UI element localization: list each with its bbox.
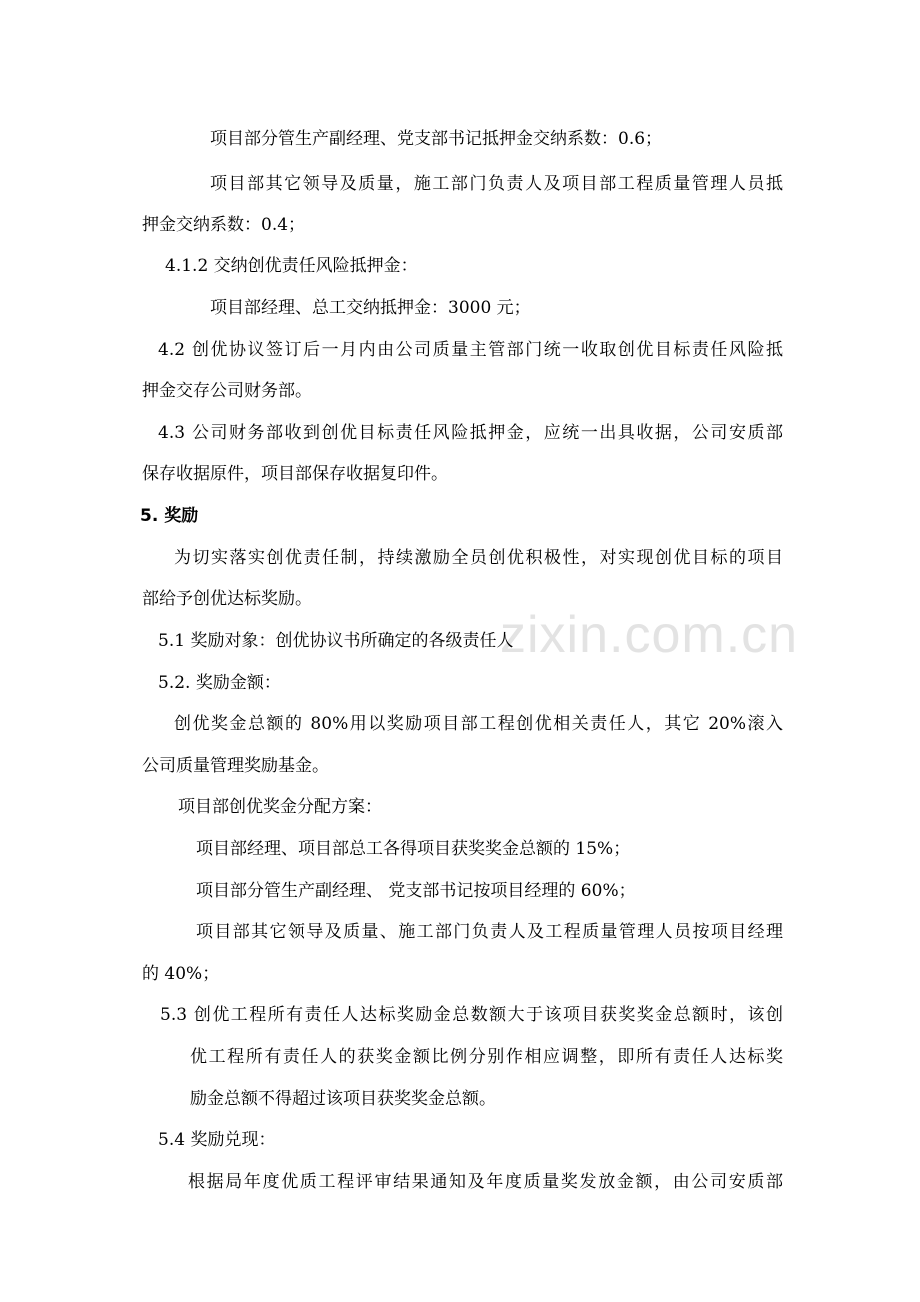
section-heading: 5.2. 奖励金额： <box>158 673 281 693</box>
section-heading: 5. 奖励 <box>140 506 199 526</box>
text-line: 根据局年度优质工程评审结果通知及年度质量奖发放金额，由公司安质部 <box>188 1172 783 1192</box>
text-line: 5.1 奖励对象：创优协议书所确定的各级责任人 <box>158 631 514 651</box>
text-line: 项目部创优奖金分配方案： <box>178 797 382 817</box>
text-line: 的 40%； <box>142 964 220 984</box>
text-line: 4.3 公司财务部收到创优目标责任风险抵押金，应统一出具收据，公司安质部 <box>158 423 783 443</box>
text-line: 创优奖金总额的 80%用以奖励项目部工程创优相关责任人，其它 20%滚入 <box>174 714 783 734</box>
text-line: 为切实落实创优责任制，持续激励全员创优积极性，对实现创优目标的项目 <box>174 548 783 568</box>
watermark-text: zixin.com.cn <box>500 606 799 664</box>
text-line: 项目部经理、总工交纳抵押金：3000 元； <box>210 298 531 318</box>
text-line: 4.2 创优协议签订后一月内由公司质量主管部门统一收取创优目标责任风险抵 <box>158 340 783 360</box>
text-line: 励金总额不得超过该项目获奖奖金总额。 <box>190 1089 496 1109</box>
text-line: 项目部其它领导及质量，施工部门负责人及项目部工程质量管理人员抵 <box>210 174 783 194</box>
text-line: 押金交纳系数：0.4； <box>142 215 306 235</box>
section-heading: 4.1.2 交纳创优责任风险抵押金： <box>165 256 418 276</box>
text-line: 项目部分管生产副经理、党支部书记抵押金交纳系数：0.6； <box>210 129 663 149</box>
text-line: 押金交存公司财务部。 <box>142 381 312 401</box>
text-line: 部给予创优达标奖励。 <box>142 589 312 609</box>
text-line: 项目部经理、项目部总工各得项目获奖奖金总额的 15%； <box>196 839 631 859</box>
text-line: 项目部其它领导及质量、施工部门负责人及工程质量管理人员按项目经理 <box>196 922 783 942</box>
text-line: 项目部分管生产副经理、 党支部书记按项目经理的 60%； <box>196 881 636 901</box>
text-line: 优工程所有责任人的获奖金额比例分别作相应调整，即所有责任人达标奖 <box>190 1047 783 1067</box>
text-line: 5.3 创优工程所有责任人达标奖励金总数额大于该项目获奖奖金总额时，该创 <box>160 1005 783 1025</box>
section-heading: 5.4 奖励兑现： <box>158 1130 276 1150</box>
text-line: 保存收据原件，项目部保存收据复印件。 <box>142 464 448 484</box>
text-line: 公司质量管理奖励基金。 <box>142 756 329 776</box>
